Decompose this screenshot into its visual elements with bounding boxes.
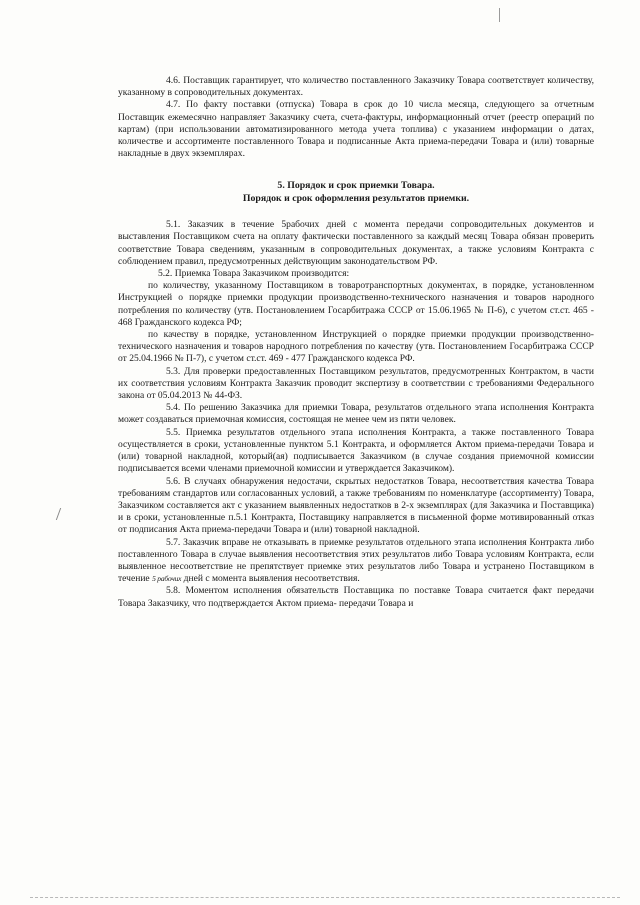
clause-5-2-quality: по качеству в порядке, установленном Инструкцией о порядке приемки продукции производственно-технического назначения и товаров народного потребления по качеству (утв. Постановлением Госарбитража СССР от 25.04.1966 № П-7), с учетом ст.ст. 469 - 477 Гражданского кодекса РФ. — [118, 329, 594, 365]
clause-5-7 — [118, 537, 594, 586]
section-subtitle: Порядок и срок оформления результатов приемки. — [242, 192, 470, 204]
clause-5-6: 5.6. В случаях обнаружения недостачи, скрытых недостатков Товара, несоответствия качества Товара требованиям стандартов или согласованных условий, а также требованиям по номенклатуре (ассортименту) Товара, Заказчиком составляется акт с указанием выявленных недостатков в 2-х экземплярах (для Заказчика и Поставщика) и в сроки, установленные п.5.1 Контракта, Поставщику направляется в письменной форме мотивированный отказ от подписания Акта приема-передачи Товара и (или) товарной накладной. — [118, 475, 594, 536]
clause-5-2-quantity: по количеству, указанному Поставщиком в товаротранспортных документах, в порядке, установленном Инструкцией о порядке приемки продукции производственно-технического назначения и товаров народного потребления по количеству (утв. Постановлением Госарбитража СССР от 15.06.1965 № П-6), с учетом ст.ст. 465 - 468 Гражданского кодекса РФ; — [118, 280, 594, 328]
page-bottom-edge — [30, 897, 620, 898]
margin-mark — [56, 508, 67, 520]
clause-5-3: 5.3. Для проверки предоставленных Поставщиком результатов, предусмотренных Контрактом, в части их соответствия условиям Контракта Заказчик проводит экспертизу в соответствии с требованиями Федерального закона от 05.04.2013 № 44-ФЗ. — [118, 365, 594, 402]
clause-5-2: 5.2. Приемка Товара Заказчиком производится: — [158, 268, 350, 280]
clause-5-1: 5.1. Заказчик в течение 5рабочих дней с момента передачи сопроводительных документов и выставления Поставщиком счета на оплату фактически поставленного за каждый месяц Товара обязан проверить соответствие Товара сведениям, указанным в сопроводительных документах, а также условиям Контракта с соблюдением правил, предусмотренных действующим законодательством РФ. — [118, 219, 594, 267]
section-title: 5. Порядок и срок приемки Товара. — [277, 180, 435, 192]
clause-4-6: 4.6. Поставщик гарантирует, что количество поставленного Заказчику Товара соответствует количеству, указанному в сопроводительных документах. — [118, 75, 594, 99]
clause-5-5: 5.5. Приемка результатов отдельного этапа исполнения Контракта, а также поставленного Товара осуществляется в сроки, установленные пунктом 5.1 Контракта, и оформляется Актом приема-передачи Товара и (или) товарной накладной, который(ая) подписывается Заказчиком (в случае создания приемочной комиссии подписывается всеми членами приемочной комиссии и утверждается Заказчиком). — [118, 426, 594, 475]
clause-5-7-text: 5.7. Заказчик вправе не отказывать в приемке результатов отдельного этапа исполнения Контракта либо поставленного Товара в случае выявления несоответствия этих результатов либо Товара условиям Контракта, если выявленное несоответствие не препятствует приемке этих результатов либо Товара и устранено Поставщиком в течение — [118, 536, 594, 585]
scan-mark — [499, 8, 500, 22]
handwritten-insert: 5 рабочих — [152, 574, 182, 584]
clause-5-4: 5.4. По решению Заказчика для приемки Товара, результатов отдельного этапа исполнения Контракта может создаваться приемочная комиссия, состоящая не менее чем из пяти человек. — [118, 402, 594, 426]
contract-text — [118, 75, 594, 610]
clause-5-8: 5.8. Моментом исполнения обязательств Поставщика по поставке Товара считается факт передачи Товара Заказчику, что подтверждается Актом приема- передачи Товара и — [118, 585, 594, 609]
clause-5-7-tail: дней с момента выявления несоответствия. — [183, 573, 360, 585]
clause-4-7: 4.7. По факту поставки (отпуска) Товара в срок до 10 числа месяца, следующего за отчетным Поставщик ежемесячно направляет Заказчику счета, счета-фактуры, информационный отчет (реестр операций по картам) (при использовании автоматизированного метода учета топлива) с указанием информации о датах, количестве и ассортименте поставленного Товара и подписанные Акта приема-передачи Товара и (или) товарные накладные в двух экземплярах. — [118, 99, 594, 160]
